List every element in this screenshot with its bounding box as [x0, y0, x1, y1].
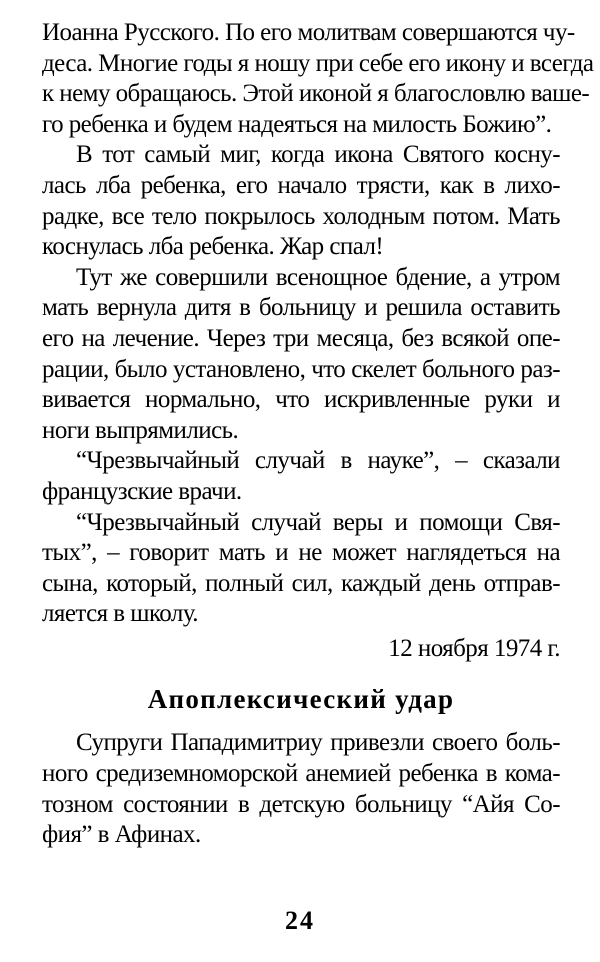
date-line: 12 ноября 1974 г.: [388, 634, 560, 662]
text-line: фия” в Афинах.: [42, 821, 201, 849]
text-line: радке, все тело покрылось холодным потом. Мать: [42, 202, 560, 230]
text-line: Иоанна Русского. По его молитвам совершаются чу-: [42, 19, 575, 46]
paragraph: [42, 446, 560, 507]
page-number: 24: [285, 906, 315, 935]
text-section-story: [42, 18, 594, 630]
paragraph: [42, 728, 560, 850]
paragraph: [42, 140, 560, 262]
text-line: вивается нормально, что искривленные руки и: [42, 386, 560, 414]
text-line: деса. Многие годы я ношу при себе его икону и всегда: [42, 49, 594, 77]
text-line: Тут же совершили всенощное бдение, а утром: [76, 263, 560, 291]
text-line: го ребенка и будем надеяться на милость Божию”.: [42, 110, 552, 138]
text-line: тых”, – говорит мать и не может наглядеться на: [42, 539, 560, 567]
text-line: ного средиземноморской анемией ребенка в кома-: [42, 760, 560, 788]
paragraph: [42, 508, 560, 630]
text-line: В тот самый миг, когда икона Святого косну-: [76, 141, 560, 169]
text-line: сына, который, полный сил, каждый день отправ-: [42, 569, 560, 597]
text-line: лась лба ребенка, его начало трясти, как в лихо-: [42, 171, 560, 199]
section-heading: Апоплексический удар: [147, 684, 455, 715]
text-line: Супруги Пападимитриу привезли своего боль-: [76, 729, 560, 757]
text-line: его на лечение. Через три месяца, без всякой опе-: [42, 324, 560, 352]
paragraph: [42, 263, 560, 447]
page-body: [42, 18, 594, 851]
text-line: “Чрезвычайный случай в науке”, – сказали: [76, 447, 560, 475]
text-line: “Чрезвычайный случай веры и помощи Свя-: [76, 508, 560, 536]
text-line: к нему обращаюсь. Этой иконой я благословлю ваше-: [42, 80, 590, 108]
paragraph: [42, 18, 594, 140]
text-line: французские врачи.: [42, 477, 242, 505]
text-line: рации, было установлено, что скелет больного раз-: [42, 355, 560, 383]
text-line: тозном состоянии в детскую больницу “Айя Со-: [42, 790, 560, 818]
text-line: мать вернула дитя в больницу и решила оставить: [42, 294, 560, 322]
text-section-next: [42, 728, 560, 850]
text-line: коснулась лба ребенка. Жар спал!: [42, 233, 384, 261]
text-line: ноги выпрямились.: [42, 416, 239, 444]
text-line: ляется в школу.: [42, 600, 198, 628]
